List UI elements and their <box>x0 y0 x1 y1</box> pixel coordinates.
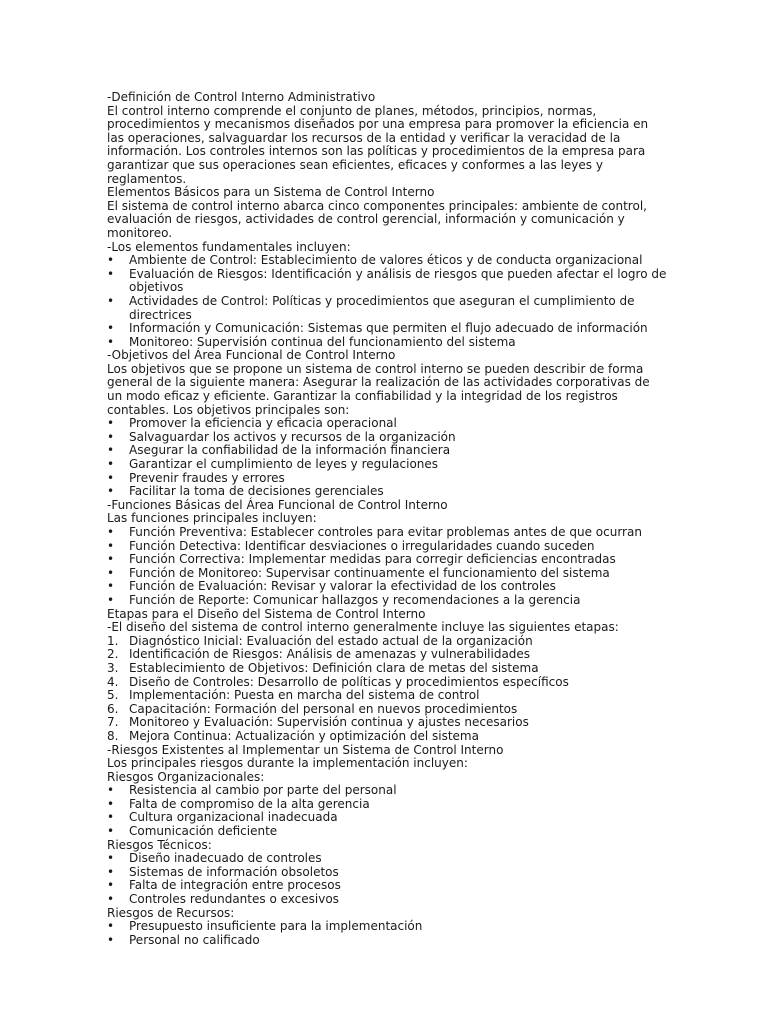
paragraph: El sistema de control interno abarca cinco componentes principales: ambiente de control, evaluación de riesgos, actividades de control gerencial, información y comunicación y monitoreo. <box>107 198 647 240</box>
list-item-text: Diseño de Controles: Desarrollo de políticas y procedimientos específicos <box>129 674 569 689</box>
bullet-list <box>107 417 667 499</box>
list-item <box>107 526 667 540</box>
bullet-icon: • <box>107 810 115 825</box>
bullet-list <box>107 852 667 906</box>
list-item <box>107 567 667 581</box>
list-item-text: Implementación: Puesta en marcha del sistema de control <box>129 688 480 703</box>
list-item-text: Capacitación: Formación del personal en nuevos procedimientos <box>129 701 518 716</box>
list-item <box>107 648 667 662</box>
list-number: 6. <box>107 701 119 716</box>
bullet-icon: • <box>107 457 115 472</box>
list-item-text: Ambiente de Control: Establecimiento de valores éticos y de conducta organizacional <box>129 253 643 268</box>
document-body <box>107 91 667 947</box>
list-item-text: Función Detectiva: Identificar desviaciones o irregularidades cuando suceden <box>129 538 595 553</box>
paragraph: Riesgos de Recursos: <box>107 905 235 920</box>
paragraph: El control interno comprende el conjunto de planes, métodos, principios, normas, procedimientos y mecanismos diseñados por una empresa para promover la eficiencia en las operaciones, salvaguardar los recursos de la entidad y verificar la veracidad de la información. Los controles internos son las políticas y procedimientos de la empresa para garantizar que sus operaciones sean eficientes, eficaces y conformes a las leyes y reglamentos. <box>107 103 649 186</box>
list-item-text: Mejora Continua: Actualización y optimización del sistema <box>129 728 479 743</box>
bullet-icon: • <box>107 892 115 907</box>
list-item-text: Monitoreo: Supervisión continua del funcionamiento del sistema <box>129 334 516 349</box>
list-item-text: Falta de integración entre procesos <box>129 878 341 893</box>
bullet-icon: • <box>107 416 115 431</box>
list-item <box>107 703 667 717</box>
list-item-text: Función de Monitoreo: Supervisar continuamente el funcionamiento del sistema <box>129 565 610 580</box>
list-item-text: Comunicación deficiente <box>129 824 278 839</box>
list-number: 1. <box>107 633 119 648</box>
list-item-text: Presupuesto insuficiente para la implementación <box>129 919 423 934</box>
bullet-icon: • <box>107 293 115 308</box>
bullet-icon: • <box>107 538 115 553</box>
bullet-list <box>107 526 667 608</box>
list-item <box>107 730 667 744</box>
list-number: 3. <box>107 660 119 675</box>
list-item <box>107 254 667 268</box>
list-item <box>107 811 667 825</box>
list-item <box>107 879 667 893</box>
list-item <box>107 920 667 934</box>
bullet-icon: • <box>107 552 115 567</box>
paragraph: Elementos Básicos para un Sistema de Control Interno <box>107 185 435 200</box>
list-item-text: Información y Comunicación: Sistemas que permiten el flujo adecuado de información <box>129 321 648 336</box>
list-item <box>107 322 667 336</box>
bullet-icon: • <box>107 266 115 281</box>
list-item-text: Resistencia al cambio por parte del personal <box>129 783 397 798</box>
paragraph: -Riesgos Existentes al Implementar un Sistema de Control Interno <box>107 742 504 757</box>
list-item-text: Evaluación de Riesgos: Identificación y análisis de riesgos que pueden afectar el logro de objetivos <box>129 266 667 295</box>
bullet-icon: • <box>107 592 115 607</box>
bullet-list <box>107 254 667 349</box>
bullet-list <box>107 920 667 947</box>
list-item <box>107 689 667 703</box>
paragraph: Etapas para el Diseño del Sistema de Control Interno <box>107 606 426 621</box>
list-item-text: Falta de compromiso de la alta gerencia <box>129 796 370 811</box>
list-number: 8. <box>107 728 119 743</box>
bullet-icon: • <box>107 919 115 934</box>
paragraph: -El diseño del sistema de control interno generalmente incluye las siguientes etapas: <box>107 620 619 635</box>
list-item <box>107 893 667 907</box>
list-item <box>107 635 667 649</box>
bullet-icon: • <box>107 484 115 499</box>
list-item-text: Monitoreo y Evaluación: Supervisión continua y ajustes necesarios <box>129 715 529 730</box>
list-item-text: Diagnóstico Inicial: Evaluación del estado actual de la organización <box>129 633 533 648</box>
list-item <box>107 553 667 567</box>
list-item-text: Asegurar la confiabilidad de la información financiera <box>129 443 451 458</box>
list-item <box>107 580 667 594</box>
list-item-text: Promover la eficiencia y eficacia operacional <box>129 416 397 431</box>
list-item <box>107 540 667 554</box>
bullet-icon: • <box>107 253 115 268</box>
list-item-text: Facilitar la toma de decisiones gerenciales <box>129 484 384 499</box>
list-item <box>107 676 667 690</box>
paragraph: Los objetivos que se propone un sistema de control interno se pueden describir de forma general de la siguiente manera: Asegurar la realización de las actividades corporativas de un modo eficaz y eficiente. Garantizar la confiabilidad y la integridad de los registros contables. Los objetivos principales son: <box>107 361 650 417</box>
bullet-icon: • <box>107 851 115 866</box>
bullet-icon: • <box>107 525 115 539</box>
list-item-text: Función Preventiva: Establecer controles para evitar problemas antes de que ocurran <box>129 525 642 539</box>
list-item-text: Establecimiento de Objetivos: Definición clara de metas del sistema <box>129 660 539 675</box>
list-item-text: Garantizar el cumplimiento de leyes y regulaciones <box>129 457 439 472</box>
list-number: 5. <box>107 688 119 703</box>
list-item <box>107 485 667 499</box>
list-item <box>107 431 667 445</box>
list-item <box>107 716 667 730</box>
list-number: 2. <box>107 647 119 662</box>
paragraph: Las funciones principales incluyen: <box>107 511 317 526</box>
bullet-icon: • <box>107 878 115 893</box>
list-item-text: Actividades de Control: Políticas y procedimientos que aseguran el cumplimiento de directrices <box>129 293 635 322</box>
bullet-icon: • <box>107 796 115 811</box>
list-item-text: Diseño inadecuado de controles <box>129 851 322 866</box>
list-item <box>107 458 667 472</box>
list-item <box>107 444 667 458</box>
list-item <box>107 934 667 948</box>
bullet-icon: • <box>107 429 115 444</box>
list-item <box>107 798 667 812</box>
paragraph: -Definición de Control Interno Administrativo <box>107 90 376 104</box>
bullet-icon: • <box>107 579 115 594</box>
bullet-icon: • <box>107 334 115 349</box>
list-item <box>107 825 667 839</box>
bullet-icon: • <box>107 864 115 879</box>
bullet-icon: • <box>107 783 115 798</box>
list-item-text: Cultura organizacional inadecuada <box>129 810 338 825</box>
bullet-list <box>107 784 667 838</box>
bullet-icon: • <box>107 824 115 839</box>
list-item-text: Identificación de Riesgos: Análisis de amenazas y vulnerabilidades <box>129 647 531 662</box>
list-number: 4. <box>107 674 119 689</box>
list-item <box>107 417 667 431</box>
list-item-text: Salvaguardar los activos y recursos de la organización <box>129 429 456 444</box>
list-item <box>107 662 667 676</box>
list-item-text: Función de Reporte: Comunicar hallazgos y recomendaciones a la gerencia <box>129 592 581 607</box>
paragraph: -Objetivos del Área Funcional de Control Interno <box>107 348 396 363</box>
list-item <box>107 866 667 880</box>
list-item <box>107 268 667 295</box>
list-item-text: Función Correctiva: Implementar medidas para corregir deficiencias encontradas <box>129 552 616 567</box>
list-item <box>107 594 667 608</box>
list-item-text: Prevenir fraudes y errores <box>129 470 285 485</box>
list-item <box>107 472 667 486</box>
paragraph: -Los elementos fundamentales incluyen: <box>107 239 351 254</box>
list-item <box>107 784 667 798</box>
list-item <box>107 852 667 866</box>
bullet-icon: • <box>107 321 115 336</box>
paragraph: Riesgos Técnicos: <box>107 837 212 852</box>
list-number: 7. <box>107 715 119 730</box>
paragraph: Los principales riesgos durante la implementación incluyen: <box>107 756 468 771</box>
bullet-icon: • <box>107 932 115 947</box>
paragraph: Riesgos Organizacionales: <box>107 769 265 784</box>
bullet-icon: • <box>107 443 115 458</box>
paragraph: -Funciones Básicas del Área Funcional de Control Interno <box>107 497 448 512</box>
numbered-list <box>107 635 667 744</box>
list-item-text: Controles redundantes o excesivos <box>129 892 339 907</box>
list-item-text: Personal no calificado <box>129 932 260 947</box>
list-item <box>107 295 667 322</box>
list-item-text: Función de Evaluación: Revisar y valorar la efectividad de los controles <box>129 579 556 594</box>
list-item-text: Sistemas de información obsoletos <box>129 864 339 879</box>
bullet-icon: • <box>107 565 115 580</box>
list-item <box>107 336 667 350</box>
bullet-icon: • <box>107 470 115 485</box>
